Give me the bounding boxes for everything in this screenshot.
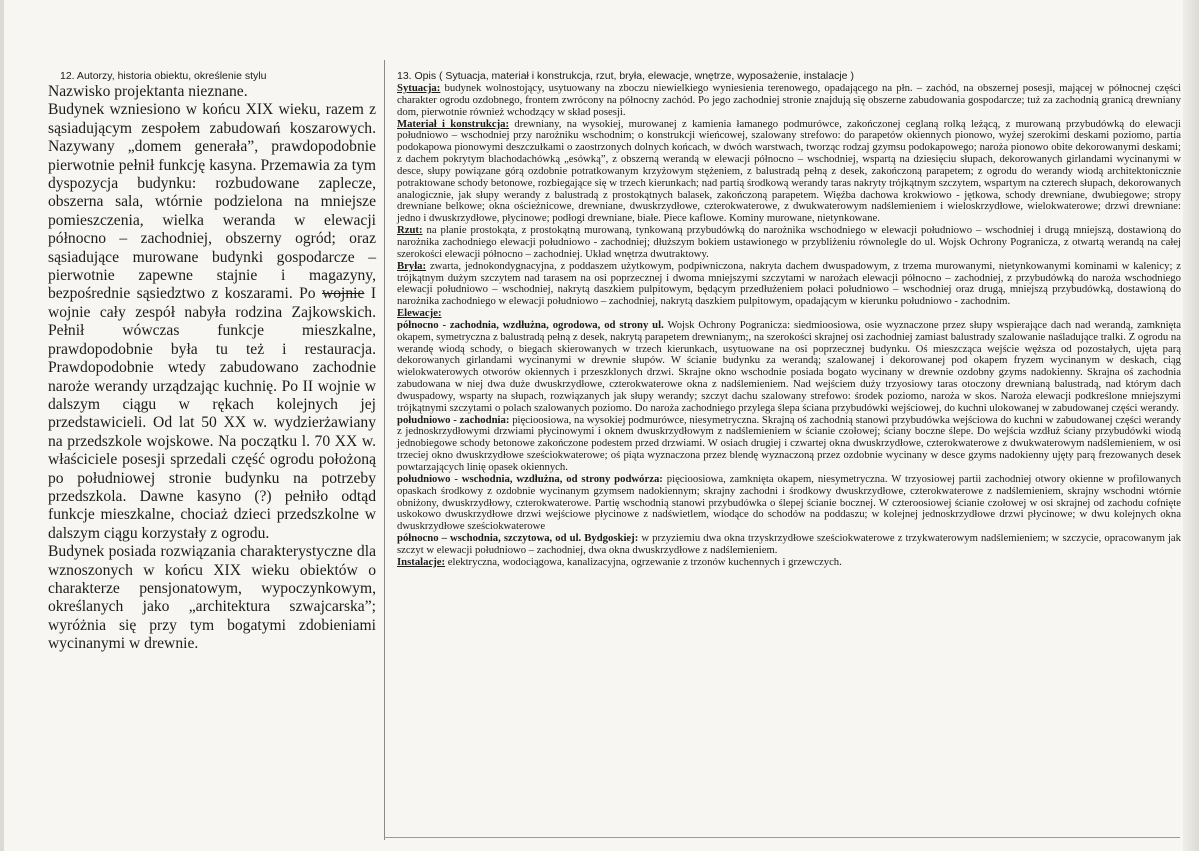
scan-edge-left xyxy=(0,0,4,851)
elevation-ne-paragraph xyxy=(397,533,1181,557)
rzut-paragraph xyxy=(397,225,1181,261)
elevation-sw-label: południowo - zachodnia: xyxy=(397,413,510,426)
history-heading: 12. Autorzy, historia obiektu, określenie stylu xyxy=(60,70,267,82)
history-section xyxy=(48,70,376,654)
elevation-sw-paragraph xyxy=(397,415,1181,474)
rzut-text: na planie prostokąta, z prostokątną murowaną, tynkowaną przybudówką do narożnika wschodniego w elewacji południowo – wschodniej i drugą mniejszą, dostawioną do narożnika zachodniego elewacji południowo - zachodniej; dłuższym bokiem ustawionego w przybliżeniu równolegle do ul. Wojsk Ochrony Pogranicza, z otwartą werandą na całej szerokości elewacji północno – zachodniej. Układ wnętrza dwutraktowy. xyxy=(397,224,1181,260)
elevation-ne-text: w przyziemiu dwa okna trzyskrzydłowe sześciokwaterowe z trzykwaterowym nadślemieniem; w szczycie, opracowanym jak szczyt w elewacji południowo – zachodniej, dwa okna dwuskrzydłowe z nadślemieniem. xyxy=(397,532,1182,556)
elevation-se-paragraph xyxy=(397,474,1181,533)
bryla-label: Bryła: xyxy=(397,259,427,272)
instalacje-paragraph xyxy=(397,557,1181,569)
history-text-b: I wojnie cały zespół nabyła rodzina Zajkowskich. Pełnił wówczas funkcje mieszkalne, prawdopodobnie była tu też i restauracja. Prawdopodobnie wtedy zabudowano zachodnie naroże werandy urządzając kuchnię. Po II wojnie w dalszym ciągu w rękach kolejnych jej przedstawicieli. Od lat 50 XX w. wydzierżawiany na przedszkole wojskowe. Na początku l. 70 XX w. właściciele posesji sprzedali część ogrodu położoną po południowej stronie budynku na potrzeby przedszkola. Dawne kasyno (?) pełniło odtąd funkcje mieszkalne, chociaż dzieci przedszkolne w dalszym ciągu korzystały z ogrodu. xyxy=(48,285,377,542)
scan-edge-right xyxy=(1183,0,1199,851)
elevation-se-label: południowo - wschodnia, wzdłużna, od strony podwórza: xyxy=(397,472,663,485)
bryla-text: zwarta, jednokondygnacyjna, z poddaszem użytkowym, podpiwniczona, nakryta dachem dwuspadowym, z trzema murowanymi, nietynkowanymi kominami w kalenicy; z trójkątnym dużym szczytem nad tarasem na osi poprzecznej i dwoma mniejszymi szczytami w narożach elewacji północno – zachodniej, z przybudówką do naroża wschodniego elewacji południowo – wschodniej, nakrytą daszkiem pulpitowym, będącym przedłużeniem połaci południowo – wschodniej oraz drugą, mniejszą przybudówką, dostawioną do narożnika zachodniego w elewacji południowo – zachodniej, nakrytą daszkiem pulpitowym, opadającym w kierunku południowo - zachodnim. xyxy=(397,259,1182,308)
bryla-paragraph xyxy=(397,261,1181,308)
elevation-nw-label: północno - zachodnia, wzdłużna, ogrodowa, od strony ul. xyxy=(397,318,664,331)
architect-line: Nazwisko projektanta nieznane. xyxy=(48,83,248,100)
elevation-ne-label: północno – wschodnia, szczytowa, od ul. Bydgoskiej: xyxy=(397,532,639,545)
history-paragraph-1 xyxy=(48,101,376,543)
material-label: Materiał i konstrukcja: xyxy=(397,117,510,130)
sytuacja-text: budynek wolnostojący, usytuowany na zboczu niewielkiego wyniesienia terenowego, opadającego na płn. – zachód, na obszernej posesji, mającej w północnej części charakter ogrodu ozdobnego, frontem zwrócony na północny zachód. Po jego zachodniej stronie znajdują się obszerne zabudowania gospodarcze; tuż za zachodnią granicą drewniany dom, pierwotnie również wchodzący w skład posesji. xyxy=(397,82,1181,118)
elevation-nw-text: Wojsk Ochrony Pogranicza: siedmioosiowa, osie wyznaczone przez słupy wspierające dach nad werandą, zamknięta okapem, symetryczna z balustradą pełną z desek, nakrytą parapetem drewnianym;, na szerokości skrajnej osi zachodniej zamiast balustrady szalowanie naśladujące tralki. Z ogrodu na werandę wiodą schody, o biegach skierowanych w trzech kierunkach, usytuowane na osi poprzecznej budynku. Oś mieszcząca wejście węższa od pozostałych, ujęta parą dekorowanych girlandami wycinanymi w drewnie słupów. W ścianie budynku za werandą; szalowanej i dekorowanej pod okapem fryzem wycinanym w deskach, ciąg wielokwaterowych otworów okiennych i przeszklonych drzwi. Skrajne okno wschodnie posiada bogato wycinany w drewnie ozdobny gzyms nadokienny. Skrajna oś zachodnia zabudowana w niej dwa duże dwuskrzydłowe, czterokwaterowe okna z nadślemieniem. Nad wejściem duży trzyosiowy taras otoczony drewnianą balustradą, nad którym dach dwuspadowy, wsparty na słupach, rozwiązanych jak słupy werandy; szczyt dachu szalowany strefowo: środek poziomo, naroża w skos. Naroża elewacji podkreślone mniejszymi trójkątnymi szczytami o polach szalowanych poziomo. Do naroża zachodniego przylega ślepa ściana przybudówki wejściowej, do kuchni ulokowanej w zabudowanej części werandy. xyxy=(397,318,1181,414)
elevation-sw-text: pięcioosiowa, na wysokiej podmurówce, niesymetryczna. Skrajną oś zachodnią stanowi przybudówka wejściowa do kuchni w zabudowanej części werandy z jednoskrzydłowymi drzwiami płycinowymi i oknem dwuskrzydłowym z nadślemieniem w ścianie czołowej; ściany boczne ślepe. Do wejścia wzdłuż ściany przybudówki wiodą jednobiegowe schody betonowe zakończone podestem przed drzwiami. W osiach drugiej i czwartej okna dwuskrzydłowe, czterokwaterowe z dwukwaterowym nadślemieniem, w osi trzeciej okno dwuskrzydłowe sześciokwaterowe; oś piąta wyznaczona przez blendę wyznaczoną przez ozdobnie wycinany w desce gzyms nadokienny ujęty parą frezowanych desek powtarzających linię opasek okiennych. xyxy=(397,413,1182,473)
material-paragraph xyxy=(397,119,1181,226)
bottom-rule xyxy=(384,837,1180,838)
description-section xyxy=(397,70,1181,569)
instalacje-label: Instalacje: xyxy=(397,555,446,568)
history-text-a: Budynek wzniesiono w końcu XIX wieku, razem z sąsiadującym zespołem zabudowań koszarowych. Nazywany „domem generała”, prawdopodobnie pierwotnie pełnił funkcję kasyna. Przemawia za tym dyspozycja budynku: rozbudowane zaplecze, obszerna sala, wtórnie podzielona na mniejsze pomieszczenia, wielka weranda w elewacji północno – zachodniej, obszerny ogród; oraz sąsiadujące murowane budynki gospodarcze – pierwotnie zapewne stajnie i magazyny, bezpośrednie sąsiedztwo z koszarami. Po xyxy=(48,101,376,303)
description-heading: 13. Opis ( Sytuacja, materiał i konstrukcja, rzut, bryła, elewacje, wnętrze, wyposażenie, instalacje ) xyxy=(397,70,854,82)
elevation-nw-paragraph xyxy=(397,320,1181,415)
elevation-se-text: pięcioosiowa, zamknięta okapem, niesymetryczna. W trzyosiowej partii zachodniej otwory okienne w profilowanych opaskach środkowy z ozdobnie wycinanym gzymsem nadokiennym; skrajny zachodni i środkowy dwuskrzydłowe, czterokwaterowe z nadślemieniem, skrajny wschodni wtórnie obniżony, dwuskrzydłowy, czterokwaterowe. Partię wschodnią stanowi przybudówka o ślepej ścianie bocznej. W czteroosiowej ścianie czołowej w osi skrajnej od zachodu cofnięte uskokowo dwuskrzydłowe drzwi wejściowe płycinowe z nadświetlem, wiodące do schodów na poddaszu; w kolejnej jednoskrzydłowe drzwi płycinowe; w dwu kolejnych okna dwuskrzydłowe sześciokwaterowe xyxy=(397,472,1182,533)
struck-word: wojnie xyxy=(321,285,365,303)
history-paragraph-2: Budynek posiada rozwiązania charakterystyczne dla wznoszonych w końcu XIX wieku obiektów o charakterze pensjonatowym, wypoczynkowym, określanych jako „architektura szwajcarska”; wyróżnia się przy tym bogatymi zdobieniami wycinanymi w drewnie. xyxy=(48,543,376,653)
instalacje-text: elektryczna, wodociągowa, kanalizacyjna, ogrzewanie z trzonów kuchennych i grzewczych. xyxy=(447,555,842,568)
sytuacja-paragraph xyxy=(397,83,1181,119)
rzut-label: Rzut: xyxy=(397,224,423,237)
elewacje-label: Elewacje: xyxy=(397,307,442,320)
column-divider xyxy=(384,60,385,840)
material-text: drewniany, na wysokiej, murowanej z kamienia łamanego podmurówce, zakończonej ceglaną rolką leżącą, z murowaną przybudówką do elewacji południowo – wschodniej przy narożniku wschodnim; o konstrukcji wieńcowej, szalowany strefowo: do parapetów okiennych pionowo, wyżej szerokimi deskami poziomo, partia podokapowa pionowymi deszczułkami o zaostrzonych dolnych końcach, w dwóch warstwach, tworząc rodzaj gzymsu podokapowego; naroża pionowo obite dekorowanymi deskami; z dachem pokrytym blachodachówką „esówką”, z obszerną werandą w elewacji północno – wschodniej, wspartą na dziesięciu słupach, dekorowanych girlandami wycinanymi w desce, słupy powiązane górą ozdobnie potratkowanym krzyżowym stężeniem, z balustradą pełną z desek, zakończoną parapetem; z ogrodu do werandy wiodą architektonicznie potraktowane schody betonowe, rozbiegające się w trzech kierunkach; nad partią środkową werandy taras nakryty trójkątnym szczytem, wspartym na czterech słupach, dekorowanych analogicznie, jak słupy werandy z balustradą z prostokątnych balasek, zakończoną parapetem. Więźba dachowa krokwiowo - jętkowa, schody drewniane, dwubiegowe; stropy drewniane belkowe; okna ościeżnicowe, drewniane, dwuskrzydłowe, czterokwaterowe, z dwukwaterowym nadślemieniem i wieloskrzydłowe, wielokwaterowe; drzwi drewniane: jedno i dwuskrzydłowe, płycinowe; podłogi drewniane, białe. Piece kaflowe. Kominy murowane, nietynkowane. xyxy=(397,117,1182,225)
sytuacja-label: Sytuacja: xyxy=(397,82,441,94)
